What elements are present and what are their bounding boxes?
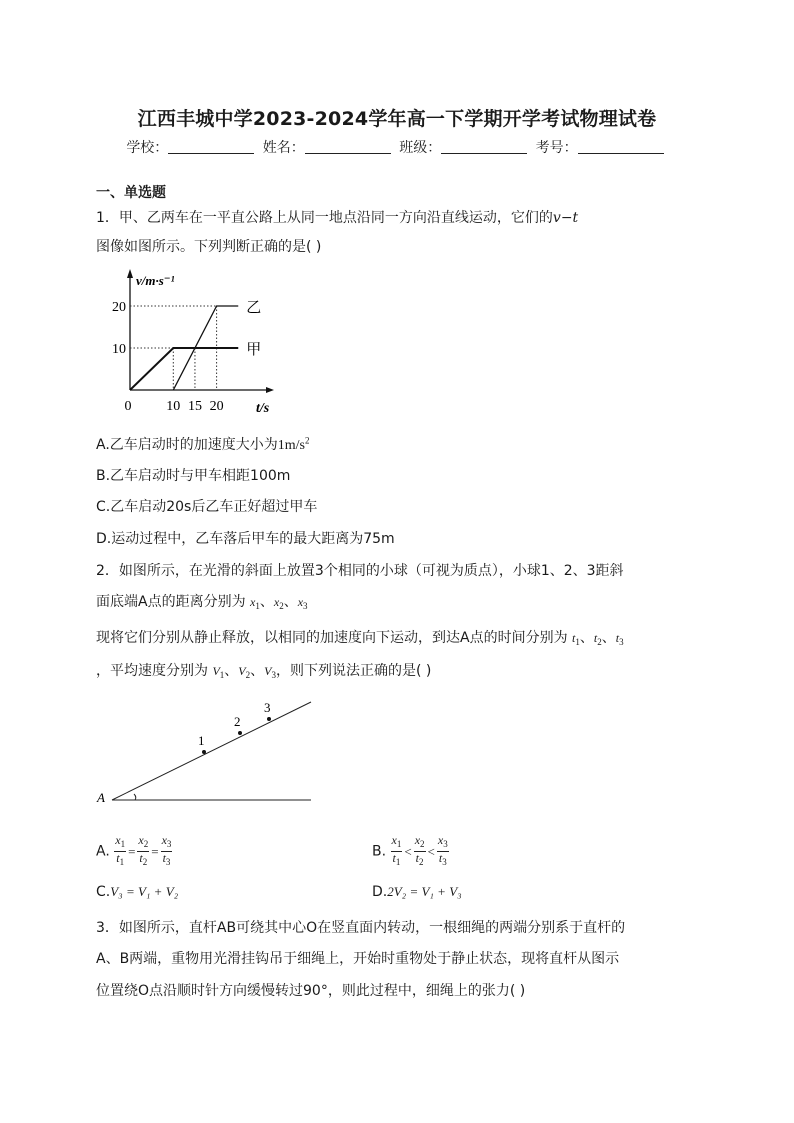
q2-sep: 、 bbox=[579, 630, 594, 646]
q2-v3: $V_3$ bbox=[264, 664, 276, 680]
fraction-x2-t2: $\frac{x_2}{t_2}$ bbox=[138, 833, 149, 867]
series-label-yi: 乙 bbox=[246, 298, 262, 316]
q3-line3: 位置绕O点沿顺时针方向缓慢转过90°，则此过程中，细绳上的张力( ) bbox=[96, 983, 526, 999]
q2-line3-text: 现将它们分别从静止释放，以相同的加速度向下运动，到达A点的时间分别为 bbox=[96, 630, 568, 646]
q2-t3: $t_3$ bbox=[615, 631, 624, 647]
y-tick-label: 10 bbox=[112, 342, 126, 357]
q2-option-a: A. $\frac{x_1}{t_1}$ = $\frac{x_2}{t_2}$ = $\frac{x_3}{t_3}$ bbox=[96, 833, 172, 867]
y-axis-label: v/m·s⁻¹ bbox=[136, 273, 175, 288]
q2-option-c-expr: V₃ = V₁ + V₂ bbox=[110, 884, 179, 899]
ball-1 bbox=[202, 750, 206, 754]
series-label-jia: 甲 bbox=[246, 340, 262, 358]
ball-1-label: 1 bbox=[198, 733, 205, 748]
q2-t2: $t_2$ bbox=[593, 631, 602, 647]
x-tick-label: 10 bbox=[166, 399, 181, 414]
q2-line3 bbox=[96, 627, 624, 647]
q1-option-b: B.乙车启动时与甲车相距100m bbox=[96, 468, 291, 484]
q1-option-a-value: 1m/s bbox=[277, 438, 306, 453]
fraction-x3-t3: $\frac{x_3}{t_3}$ bbox=[437, 833, 448, 867]
q1-line1-text: 1．甲、乙两车在一平直公路上从同一地点沿同一方向沿直线运动，它们的 bbox=[96, 210, 553, 226]
x-axis-label: t/s bbox=[256, 401, 270, 416]
student-info-line bbox=[0, 137, 794, 157]
q3-line2: A、B两端，重物用光滑挂钩吊于细绳上，开始时重物处于静止状态，现将直杆从图示 bbox=[96, 951, 620, 967]
q1-option-d: D.运动过程中，乙车落后甲车的最大距离为75m bbox=[96, 531, 395, 547]
q1-option-a-text: A.乙车启动时的加速度大小为 bbox=[96, 437, 278, 453]
q2-x3: $x_3$ bbox=[297, 595, 308, 611]
q2-line4 bbox=[96, 660, 431, 680]
q2-option-d bbox=[372, 884, 462, 900]
name-blank bbox=[305, 139, 391, 154]
ball-3 bbox=[267, 717, 271, 721]
q2-option-d-label: D. bbox=[372, 884, 388, 900]
q1-line1 bbox=[96, 207, 578, 227]
x-tick-label: 15 bbox=[187, 399, 202, 414]
vt-graph bbox=[104, 266, 304, 422]
q2-option-a-label: A. bbox=[96, 843, 110, 860]
page-title: 江西丰城中学2023-2024学年高一下学期开学考试物理试卷 bbox=[137, 108, 657, 130]
q1-vt-symbol: v−t bbox=[552, 210, 579, 226]
q1-option-a-sup: 2 bbox=[305, 435, 310, 446]
q2-line2-text: 面底端A点的距离分别为 bbox=[96, 594, 246, 610]
q2-sep: 、 bbox=[224, 663, 239, 679]
q2-v2: $V_2$ bbox=[238, 664, 251, 680]
name-label: 姓名： bbox=[262, 140, 305, 156]
y-tick-label: 20 bbox=[112, 300, 126, 315]
q2-sep: 、 bbox=[601, 630, 616, 646]
class-blank bbox=[441, 139, 527, 154]
q2-v1: $V_1$ bbox=[212, 664, 225, 680]
q2-sep: 、 bbox=[283, 594, 298, 610]
incline-angle-arc bbox=[134, 794, 136, 800]
fraction-x1-t1: $\frac{x_1}{t_1}$ bbox=[115, 833, 126, 867]
q2-line4-text-b: ，则下列说法正确的是( ) bbox=[275, 663, 432, 679]
ball-3-label: 3 bbox=[264, 700, 271, 715]
q1-option-a bbox=[96, 434, 310, 454]
point-a-label: A bbox=[97, 790, 105, 805]
incline-figure bbox=[94, 696, 318, 808]
q2-t1: $t_1$ bbox=[572, 631, 580, 647]
x-axis-arrow bbox=[266, 387, 274, 393]
q2-line4-text-a: ，平均速度分别为 bbox=[96, 663, 208, 679]
fraction-x1-t1: $\frac{x_1}{t_1}$ bbox=[391, 833, 402, 867]
q2-option-c bbox=[96, 884, 178, 900]
class-label: 班级： bbox=[399, 140, 442, 156]
school-blank bbox=[168, 139, 254, 154]
number-label: 考号： bbox=[535, 140, 578, 156]
y-axis-arrow bbox=[127, 269, 133, 278]
number-blank bbox=[578, 139, 664, 154]
q3-line1: 3．如图所示，直杆AB可绕其中心O在竖直面内转动，一根细绳的两端分别系于直杆的 bbox=[96, 920, 626, 936]
q2-x1: $x_1$ bbox=[250, 595, 260, 611]
q2-x2: $x_2$ bbox=[273, 595, 284, 611]
q2-option-b: B. $\frac{x_1}{t_1}$ < $\frac{x_2}{t_2}$ < $\frac{x_3}{t_3}$ bbox=[372, 833, 448, 867]
q2-option-d-expr: 2V₂ = V₁ + V₃ bbox=[387, 884, 462, 899]
q2-option-b-label: B. bbox=[372, 843, 387, 860]
q2-sep: 、 bbox=[259, 594, 274, 610]
school-label: 学校： bbox=[126, 140, 169, 156]
x-tick-label: 20 bbox=[209, 399, 224, 414]
q2-line2 bbox=[96, 591, 308, 611]
q2-line1: 2．如图所示，在光滑的斜面上放置3个相同的小球（可视为质点），小球1、2、3距斜 bbox=[96, 563, 624, 579]
vt-chart-layer bbox=[112, 269, 274, 416]
q1-line2: 图像如图所示。下列判断正确的是( ) bbox=[96, 239, 322, 255]
fraction-x3-t3: $\frac{x_3}{t_3}$ bbox=[161, 833, 172, 867]
incline-slope-line bbox=[112, 702, 311, 800]
q2-option-c-label: C. bbox=[96, 884, 111, 900]
ball-2 bbox=[238, 731, 242, 735]
fraction-x2-t2: $\frac{x_2}{t_2}$ bbox=[414, 833, 425, 867]
ball-2-label: 2 bbox=[234, 714, 241, 729]
q2-sep: 、 bbox=[250, 663, 265, 679]
q1-option-c: C.乙车启动20s后乙车正好超过甲车 bbox=[96, 499, 318, 515]
section-title: 一、单选题 bbox=[96, 185, 166, 201]
x-tick-label: 0 bbox=[124, 399, 132, 414]
